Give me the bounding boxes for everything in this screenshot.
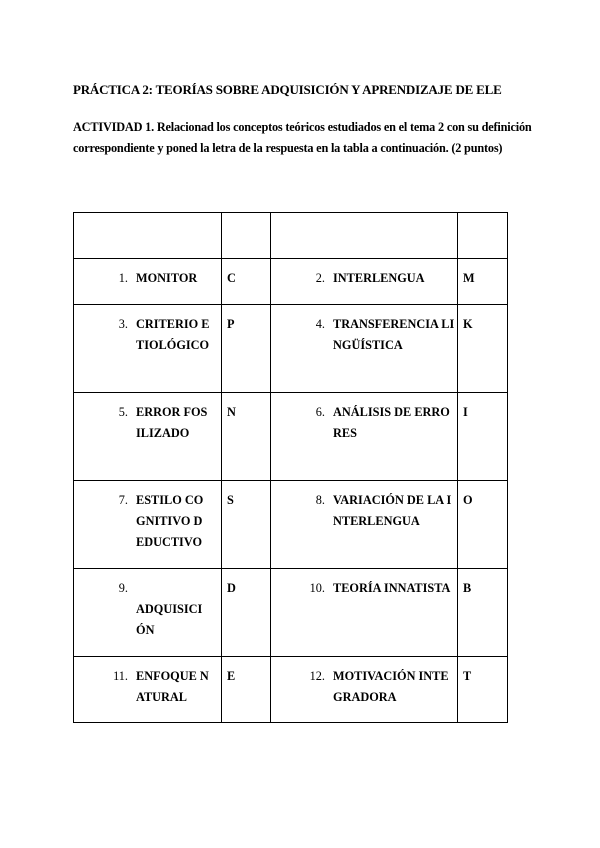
concept-label: MOTIVACIÓN INTEGRADORA xyxy=(333,669,449,704)
answer-letter: E xyxy=(222,657,271,723)
item-number: 11. xyxy=(113,669,128,683)
item-number: 5. xyxy=(118,405,128,419)
concepts-table xyxy=(73,212,508,723)
activity-instructions: ACTIVIDAD 1. Relacionad los conceptos teóricos estudiados en el tema 2 con su definición correspondiente y poned la letra de la respuesta en la tabla a continuación. (2 puntos) xyxy=(73,120,532,155)
table-header-row xyxy=(74,213,508,259)
table-row xyxy=(74,481,508,569)
concept-cell xyxy=(271,569,458,657)
concept-cell xyxy=(74,305,222,393)
answer-letter: D xyxy=(222,569,271,657)
concept-label: TEORÍA INNATISTA xyxy=(333,581,451,595)
item-number: 6. xyxy=(315,405,325,419)
table-row xyxy=(74,393,508,481)
header-cell xyxy=(74,213,222,259)
concept-cell xyxy=(74,657,222,723)
page-title: PRÁCTICA 2: TEORÍAS SOBRE ADQUISICIÓN Y APRENDIZAJE DE ELE xyxy=(73,82,502,97)
concept-label: MONITOR xyxy=(136,271,198,285)
item-number: 12. xyxy=(309,669,325,683)
item-number: 7. xyxy=(118,493,128,507)
concept-label: ANÁLISIS DE ERRORES xyxy=(333,405,450,440)
concept-cell xyxy=(271,657,458,723)
concept-cell xyxy=(74,481,222,569)
answer-letter: B xyxy=(458,569,508,657)
answer-letter: S xyxy=(222,481,271,569)
concept-label: CRITERIO ETIOLÓGICO xyxy=(136,317,210,352)
answer-letter: O xyxy=(458,481,508,569)
concept-cell xyxy=(271,305,458,393)
item-number: 1. xyxy=(118,271,128,285)
concept-label: ERROR FOSILIZADO xyxy=(136,405,208,440)
item-number: 9. xyxy=(118,581,128,595)
item-number: 4. xyxy=(315,317,325,331)
item-number: 2. xyxy=(315,271,325,285)
table-row xyxy=(74,569,508,657)
concept-label: ADQUISICIÓN xyxy=(136,602,203,637)
concept-cell xyxy=(271,481,458,569)
answer-letter: N xyxy=(222,393,271,481)
table-row xyxy=(74,259,508,305)
concept-label: ESTILO COGNITIVO DEDUCTIVO xyxy=(136,493,204,549)
item-number: 8. xyxy=(315,493,325,507)
concept-label: TRANSFERENCIA LINGÜÍSTICA xyxy=(333,317,455,352)
header-cell xyxy=(458,213,508,259)
answer-letter: T xyxy=(458,657,508,723)
concept-cell xyxy=(74,259,222,305)
concept-cell xyxy=(74,393,222,481)
table-row xyxy=(74,657,508,723)
item-number: 10. xyxy=(309,581,325,595)
concept-label: ENFOQUE NATURAL xyxy=(136,669,209,704)
concept-label: INTERLENGUA xyxy=(333,271,425,285)
concept-cell xyxy=(74,569,222,657)
concept-cell xyxy=(271,393,458,481)
answer-letter: K xyxy=(458,305,508,393)
item-number: 3. xyxy=(118,317,128,331)
header-cell xyxy=(222,213,271,259)
header-cell xyxy=(271,213,458,259)
answer-letter: P xyxy=(222,305,271,393)
concept-cell xyxy=(271,259,458,305)
table-row xyxy=(74,305,508,393)
answer-letter: M xyxy=(458,259,508,305)
concept-label: VARIACIÓN DE LA INTERLENGUA xyxy=(333,493,452,528)
answer-letter: I xyxy=(458,393,508,481)
answer-letter: C xyxy=(222,259,271,305)
